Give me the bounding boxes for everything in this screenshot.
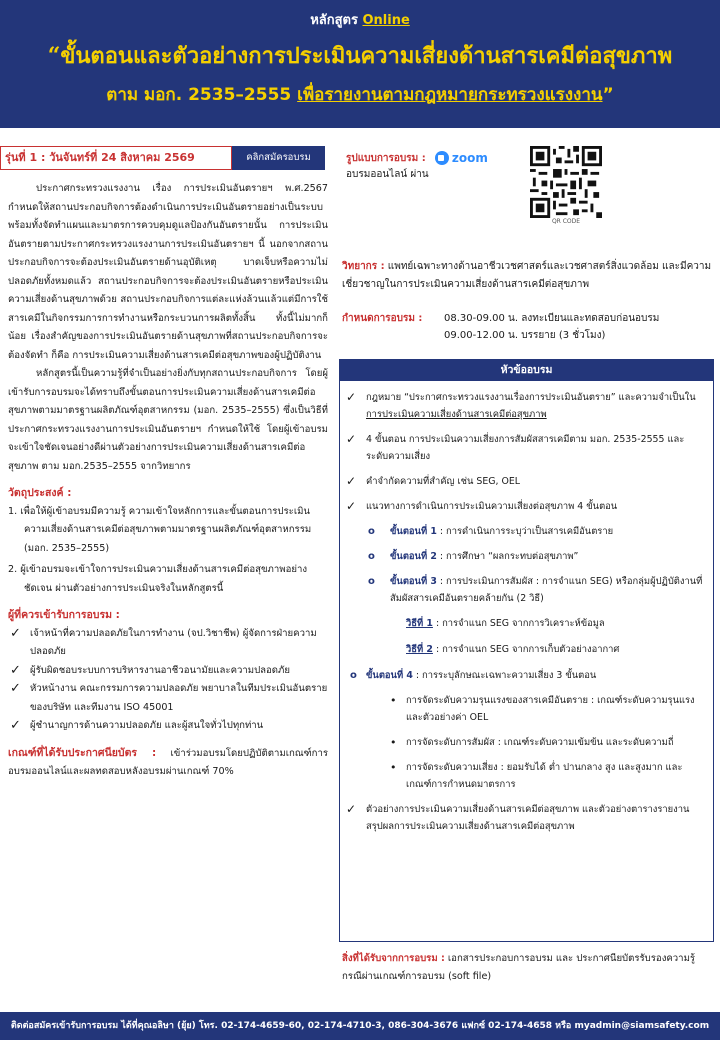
topic-item xyxy=(346,498,705,515)
course-type-label: หลักสูตร xyxy=(310,13,358,28)
topic-text: ตัวอย่างการประเมินความเสี่ยงด้านสารเคมีต่อสุขภาพ และตัวอย่างตารางรายงานสรุปผลการประเมินความเสี่ยงด้านสารเคมีต่อสุขภาพ xyxy=(366,804,690,832)
risk-bullet xyxy=(346,692,705,726)
topic-text: กฎหมาย “ประกาศกระทรวงแรงงานเรื่องการประเมินอันตราย” และความจำเป็นใน xyxy=(366,392,696,403)
course-type xyxy=(0,0,720,30)
benefit-text: เอกสารประกอบการอบรม และ ประกาศนียบัตรรับรองความรู้กรณีผ่านเกณฑ์การอบรม (soft file) xyxy=(342,953,696,982)
audience-item-text: หัวหน้างาน คณะกรรมการความปลอดภัย พยาบาลในทีมประเมินอันตรายของบริษัท และทีมงาน ISO 45001 xyxy=(30,683,328,713)
audience-item-text: ผู้ชำนาญการด้านความปลอดภัย และผู้สนใจทั่วไปทุกท่าน xyxy=(30,720,264,731)
topic-item xyxy=(346,801,705,835)
step-item xyxy=(346,548,705,565)
audience-item xyxy=(8,625,328,662)
speaker-label: วิทยากร : xyxy=(342,261,385,272)
register-button[interactable]: คลิกสมัครอบรม xyxy=(232,146,325,170)
benefit-label: สิ่งที่ได้รับจากการอบรม : xyxy=(342,953,445,964)
zoom-logo xyxy=(435,150,488,166)
law-purpose: เพื่อรายงานตามกฎหมายกระทรวงแรงงาน xyxy=(297,85,603,105)
risk-bullet xyxy=(346,734,705,751)
topic-item xyxy=(346,473,705,490)
certificate-criteria xyxy=(8,744,328,782)
speaker-section xyxy=(342,258,712,294)
step-name: ขั้นตอนที่ 1 xyxy=(390,526,437,537)
schedule-section xyxy=(342,310,712,344)
header-banner xyxy=(0,0,720,128)
standard-label: ตาม มอก. 2535–2555 xyxy=(106,85,292,105)
online-badge: Online xyxy=(362,13,410,28)
session-bar xyxy=(0,146,325,170)
schedule-time: 08.30-09.00 น. ลงทะเบียนและทดสอบก่อนอบรม xyxy=(444,313,660,324)
step-text: : การศึกษา “ผลกระทบต่อสุขภาพ” xyxy=(439,551,579,562)
qr-caption: QR CODE xyxy=(551,218,581,225)
course-title: “ขั้นตอนและตัวอย่างการประเมินความเสี่ยงด้านสารเคมีต่อสุขภาพ xyxy=(47,43,673,69)
session-date: รุ่นที่ 1 : วันจันทร์ที่ 24 สิงหาคม 2569 xyxy=(0,146,232,170)
topic-underlined: การประเมินความเสี่ยงด้านสารเคมีต่อสุขภาพ xyxy=(366,409,547,420)
left-column xyxy=(8,180,328,782)
step-name: ขั้นตอนที่ 3 xyxy=(390,576,437,587)
intro-paragraph-2: หลักสูตรนี้เป็นความรู้ที่จำเป็นอย่างยิ่งกับทุกสถานประกอบกิจการ โดยผู้เข้ารับการอบรมจะได้ทราบถึงขั้นตอนการประเมินความเสี่ยงด้านสารเคมีต่อสุขภาพตามมาตรฐานผลิตภัณฑ์อุตสาหกรรม (มอก. 2535–2555) ซึ่งเป็นวิธีที่ประกาศกระทรวงแรงงานการประเมินอันตรายฯ กำหนดให้ใช้ โดยผู้เข้าอบรมจะเข้าใจชัดเจนอย่างดีผ่านตัวอย่างการประเมินความเสี่ยงด้านสารเคมีต่อสุขภาพ ตาม มอก.2535–2555 จากวิทยากร xyxy=(8,368,328,472)
schedule-label-spacer xyxy=(342,327,444,344)
contact-footer: ติดต่อสมัครเข้ารับการอบรม ได้ที่คุณอลิษา (ยุ้ย) โทร. 02-174-4659-60, 02-174-4710-3, 086-304-3676 แฟกซ์ 02-174-4658 หรือ myadmin@siamsafety.com xyxy=(0,1012,720,1040)
check-icon: ✓ xyxy=(346,474,357,488)
topics-body xyxy=(340,381,713,835)
step-item xyxy=(346,667,705,684)
schedule-row xyxy=(342,310,712,327)
check-icon: ✓ xyxy=(346,390,357,404)
circle-bullet-icon: o xyxy=(368,526,375,537)
format-text: อบรมออนไลน์ ผ่าน xyxy=(346,169,429,180)
audience-item xyxy=(8,680,328,717)
quote-close: ” xyxy=(602,85,614,105)
audience-item-text: ผู้รับผิดชอบระบบการบริหารงานอาชีวอนามัยและความปลอดภัย xyxy=(30,664,290,676)
check-icon: ✓ xyxy=(346,432,357,446)
risk-bullet-text: การจัดระดับความเสี่ยง : ยอมรับได้ ต่ำ ปานกลาง สูง และสูงมาก และเกณฑ์การกำหนดมาตรการ xyxy=(406,762,683,790)
audience-item-text: เจ้าหน้าที่ความปลอดภัยในการทำงาน (จป.วิชาชีพ) ผู้จัดการฝ่ายความปลอดภัย xyxy=(30,627,317,657)
zoom-wordmark: zoom xyxy=(451,151,488,165)
audience-title: ผู้ที่ควรเข้ารับการอบรม : xyxy=(8,609,120,621)
risk-bullet-text: การจัดระดับการสัมผัส : เกณฑ์ระดับความเข้มข้น และระดับความถี่ xyxy=(406,737,674,748)
step-text: : การประเมินการสัมผัส : การจำแนก SEG) หรือกลุ่มผู้ปฏิบัติงานที่สัมผัสสารเคมีอันตรายคล้ายกัน (2 วิธี) xyxy=(390,576,703,604)
method-item xyxy=(346,615,705,632)
topic-text: 4 ขั้นตอน การประเมินความเสี่ยงการสัมผัสสารเคมีตาม มอก. 2535-2555 และระดับความเสี่ยง xyxy=(366,434,685,462)
step-name: ขั้นตอนที่ 4 xyxy=(366,670,413,681)
course-subtitle xyxy=(0,81,720,108)
check-icon: ✓ xyxy=(10,662,21,678)
check-icon: ✓ xyxy=(346,802,357,816)
topic-text: แนวทางการดำเนินการประเมินความเสี่ยงต่อสุขภาพ 4 ขั้นตอน xyxy=(366,501,618,512)
audience-list xyxy=(8,625,328,736)
format-label: รูปแบบการอบรม : xyxy=(346,153,426,164)
bullet-icon: • xyxy=(390,736,397,749)
step-text: : การดำเนินการระบุว่าเป็นสารเคมีอันตราย xyxy=(439,526,614,537)
audience-item xyxy=(8,717,328,736)
objective-item: 1. เพื่อให้ผู้เข้าอบรมมีความรู้ ความเข้าใจหลักการและขั้นตอนการประเมินความเสี่ยงด้านสารเคมีต่อสุขภาพตามมาตรฐานผลิตภัณฑ์อุตสาหกรรม (มอก. 2535–2555) xyxy=(8,505,312,554)
training-format xyxy=(346,150,526,183)
intro-paragraph-1: ประกาศกระทรวงแรงงาน เรื่อง การประเมินอันตรายฯ พ.ศ.2567 กำหนดให้สถานประกอบกิจการต้องดำเนินการประเมินอันตรายอย่างเป็นระบบ พร้อมทั้งจัดทำแผนและมาตรการควบคุมดูแลป้องกันอันตรายนั้น การประเมินอันตรายตามประกาศกระทรวงแรงงานการประเมินอันตรายฯ นี้ นอกจากสถานประกอบกิจการจะต้องประเมินอันตรายด้านอุบัติเหตุ บาดเจ็บหรือความไม่ปลอดภัยทั้งหมดแล้ว สถานประกอบกิจการจะต้องประเมินอันตรายหรือประเมินความเสี่ยงด้านสุขภาพด้วย สถานประกอบกิจการแต่ละแห่งล้วนแล้วแต่มีการใช้สารเคมีในกิจกรรมการการทำงานหรือกระบวนการผลิตทั้งสิ้น ทั้งนี้ไม่มากก็น้อย เรื่องสำคัญของการประเมินอันตรายด้านสุขภาพที่สถานประกอบกิจการจะต้องจัดทำ ก็คือ การประเมินความเสี่ยงด้านสารเคมีต่อสุขภาพของผู้ปฏิบัติงาน xyxy=(8,183,328,361)
topic-text: คำจำกัดความที่สำคัญ เช่น SEG, OEL xyxy=(366,476,521,487)
check-icon: ✓ xyxy=(346,499,357,513)
topics-box xyxy=(339,359,714,942)
objectives-title: วัตถุประสงค์ : xyxy=(8,487,72,499)
topic-item xyxy=(346,389,705,423)
objectives-list xyxy=(8,503,328,599)
circle-bullet-icon: o xyxy=(368,551,375,562)
method-text: : การจำแนก SEG จากการเก็บตัวอย่างอากาศ xyxy=(435,644,620,655)
speaker-text: แพทย์เฉพาะทางด้านอาชีวเวชศาสตร์และเวชศาสตร์สิ่งแวดล้อม และมีความเชี่ยวชาญในการประเมินความเสี่ยงด้านสารเคมีต่อสุขภาพ xyxy=(342,261,712,290)
bullet-icon: • xyxy=(390,761,397,774)
schedule-label: กำหนดการอบรม : xyxy=(342,313,423,324)
topic-item xyxy=(346,431,705,465)
risk-bullet-text: การจัดระดับความรุนแรงของสารเคมีอันตราย : เกณฑ์ระดับความรุนแรง และตัวอย่างค่า OEL xyxy=(406,695,695,723)
certificate-criteria-title: เกณฑ์ที่ได้รับประกาศนียบัตร : xyxy=(8,746,157,759)
step-item xyxy=(346,573,705,607)
audience-item xyxy=(8,662,328,681)
topics-title: หัวข้ออบรม xyxy=(340,360,713,381)
camera-icon xyxy=(435,151,449,165)
objective-item: 2. ผู้เข้าอบรมจะเข้าใจการประเมินความเสี่ยงด้านสารเคมีต่อสุขภาพอย่างชัดเจน ผ่านตัวอย่างการประเมินจริงในหลักสูตรนี้ xyxy=(8,564,308,594)
check-icon: ✓ xyxy=(10,681,21,696)
schedule-time: 09.00-12.00 น. บรรยาย (3 ชั่วโมง) xyxy=(444,330,606,341)
method-name: วิธีที่ 1 xyxy=(406,618,433,629)
objectives-section xyxy=(8,484,328,598)
step-item xyxy=(346,523,705,540)
step-text: : การระบุลักษณะเฉพาะความเสี่ยง 3 ขั้นตอน xyxy=(415,670,597,681)
step-name: ขั้นตอนที่ 2 xyxy=(390,551,437,562)
bullet-icon: • xyxy=(390,694,397,707)
circle-bullet-icon: o xyxy=(350,670,357,681)
qr-code[interactable] xyxy=(530,146,602,226)
method-text: : การจำแนก SEG จากการวิเคราะห์ข้อมูล xyxy=(435,618,605,629)
schedule-row xyxy=(342,327,712,344)
qr-code-icon xyxy=(530,146,602,218)
method-name: วิธีที่ 2 xyxy=(406,644,433,655)
benefit-section xyxy=(342,950,714,986)
risk-bullet xyxy=(346,759,705,793)
method-item xyxy=(346,641,705,658)
check-icon: ✓ xyxy=(10,718,21,733)
check-icon: ✓ xyxy=(10,625,21,641)
certificate-criteria-text: เข้าร่วมอบรมโดยปฏิบัติตามเกณฑ์การอบรมออนไลน์และผลทดสอบหลังอบรมผ่านเกณฑ์ 70% xyxy=(8,747,328,777)
circle-bullet-icon: o xyxy=(368,576,375,587)
audience-section xyxy=(8,606,328,736)
